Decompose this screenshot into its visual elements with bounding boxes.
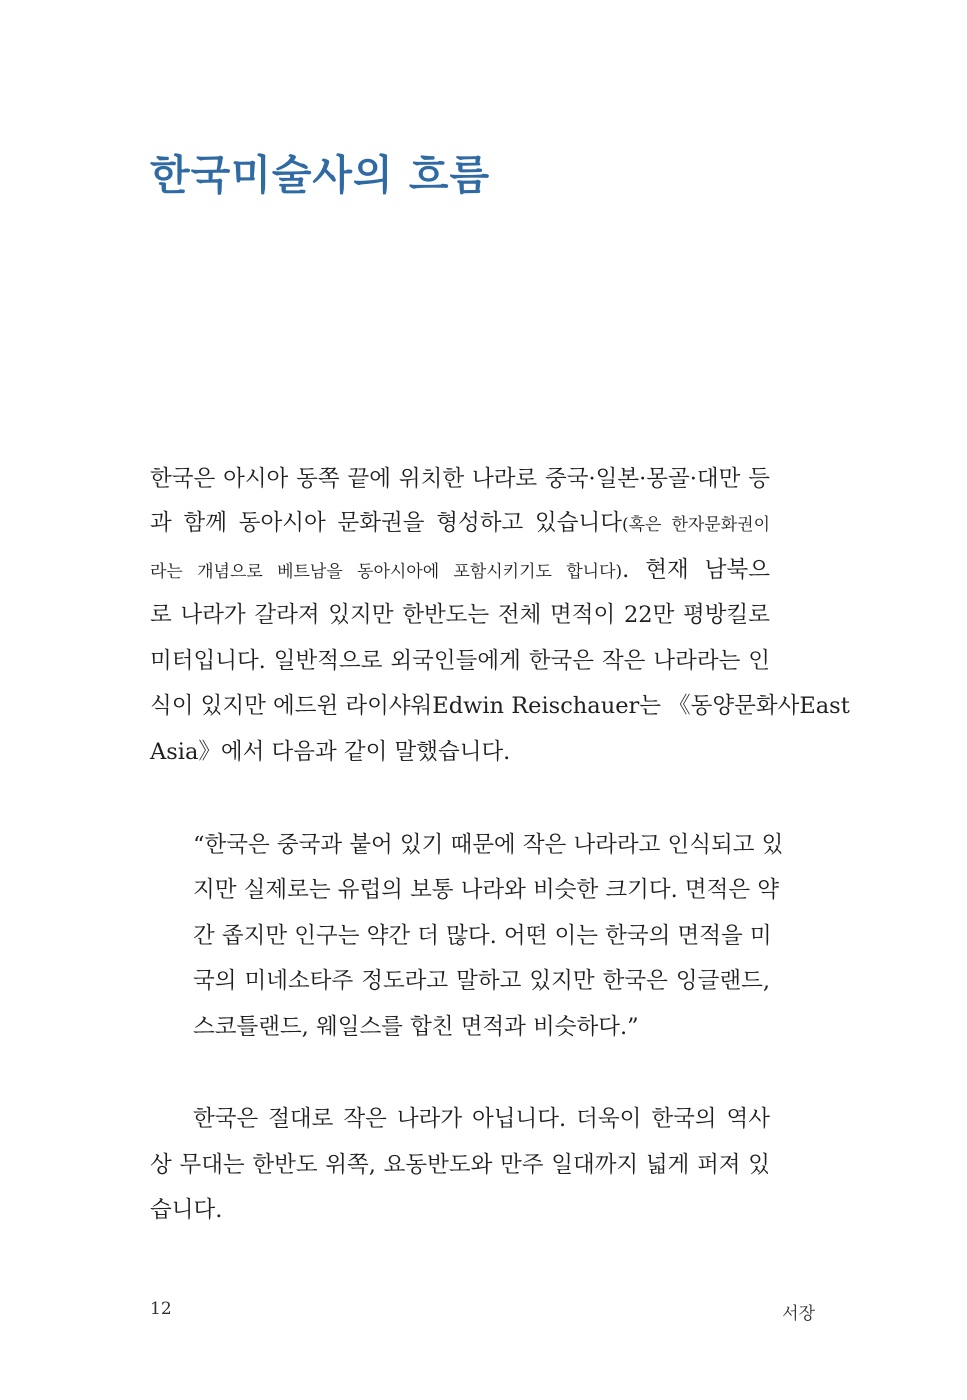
paragraph-line: 습니다.: [150, 1197, 223, 1223]
quote-line: 간 좁지만 인구는 약간 더 많다. 어떤 이는 한국의 면적을 미: [193, 923, 772, 949]
paragraph-line: 식이 있지만 에드윈 라이샤워Edwin Reischauer는 《동양문화사East: [150, 693, 850, 719]
parenthetical-note: 라는 개념으로 베트남을 동아시아에 포함시키기도 합니다): [150, 562, 623, 582]
paragraph-line: 한국은 절대로 작은 나라가 아닙니다. 더욱이 한국의 역사: [193, 1106, 770, 1132]
paragraph-line: 로 나라가 갈라져 있지만 한반도는 전체 면적이 22만 평방킬로: [150, 602, 770, 628]
quote-line: “한국은 중국과 붙어 있기 때문에 작은 나라라고 인식되고 있: [193, 832, 784, 858]
parenthetical-note: (혹은 한자문화권이: [621, 515, 770, 535]
paragraph-line: 한국은 아시아 동쪽 끝에 위치한 나라로 중국·일본·몽골·대만 등: [150, 466, 770, 492]
paragraph-line: [150, 559, 770, 582]
paragraph-line: 상 무대는 한반도 위쪽, 요동반도와 만주 일대까지 넓게 퍼져 있: [150, 1152, 770, 1178]
quote-line: 스코틀랜드, 웨일스를 합친 면적과 비슷하다.”: [193, 1014, 639, 1040]
paragraph-line: [150, 512, 770, 535]
running-footer-section: 서장: [782, 1304, 815, 1324]
paragraph-text: 과 함께 동아시아 문화권을 형성하고 있습니다: [150, 510, 622, 536]
paragraph-text: . 현재 남북으: [622, 557, 770, 583]
paragraph-line: 미터입니다. 일반적으로 외국인들에게 한국은 작은 나라라는 인: [150, 648, 770, 674]
paragraph-line: Asia》에서 다음과 같이 말했습니다.: [150, 739, 511, 765]
page-title: 한국미술사의 흐름: [150, 151, 491, 199]
quote-line: 지만 실제로는 유럽의 보통 나라와 비슷한 크기다. 면적은 약: [193, 877, 780, 903]
quote-line: 국의 미네소타주 정도라고 말하고 있지만 한국은 잉글랜드,: [193, 968, 770, 994]
page-number: 12: [150, 1299, 172, 1319]
